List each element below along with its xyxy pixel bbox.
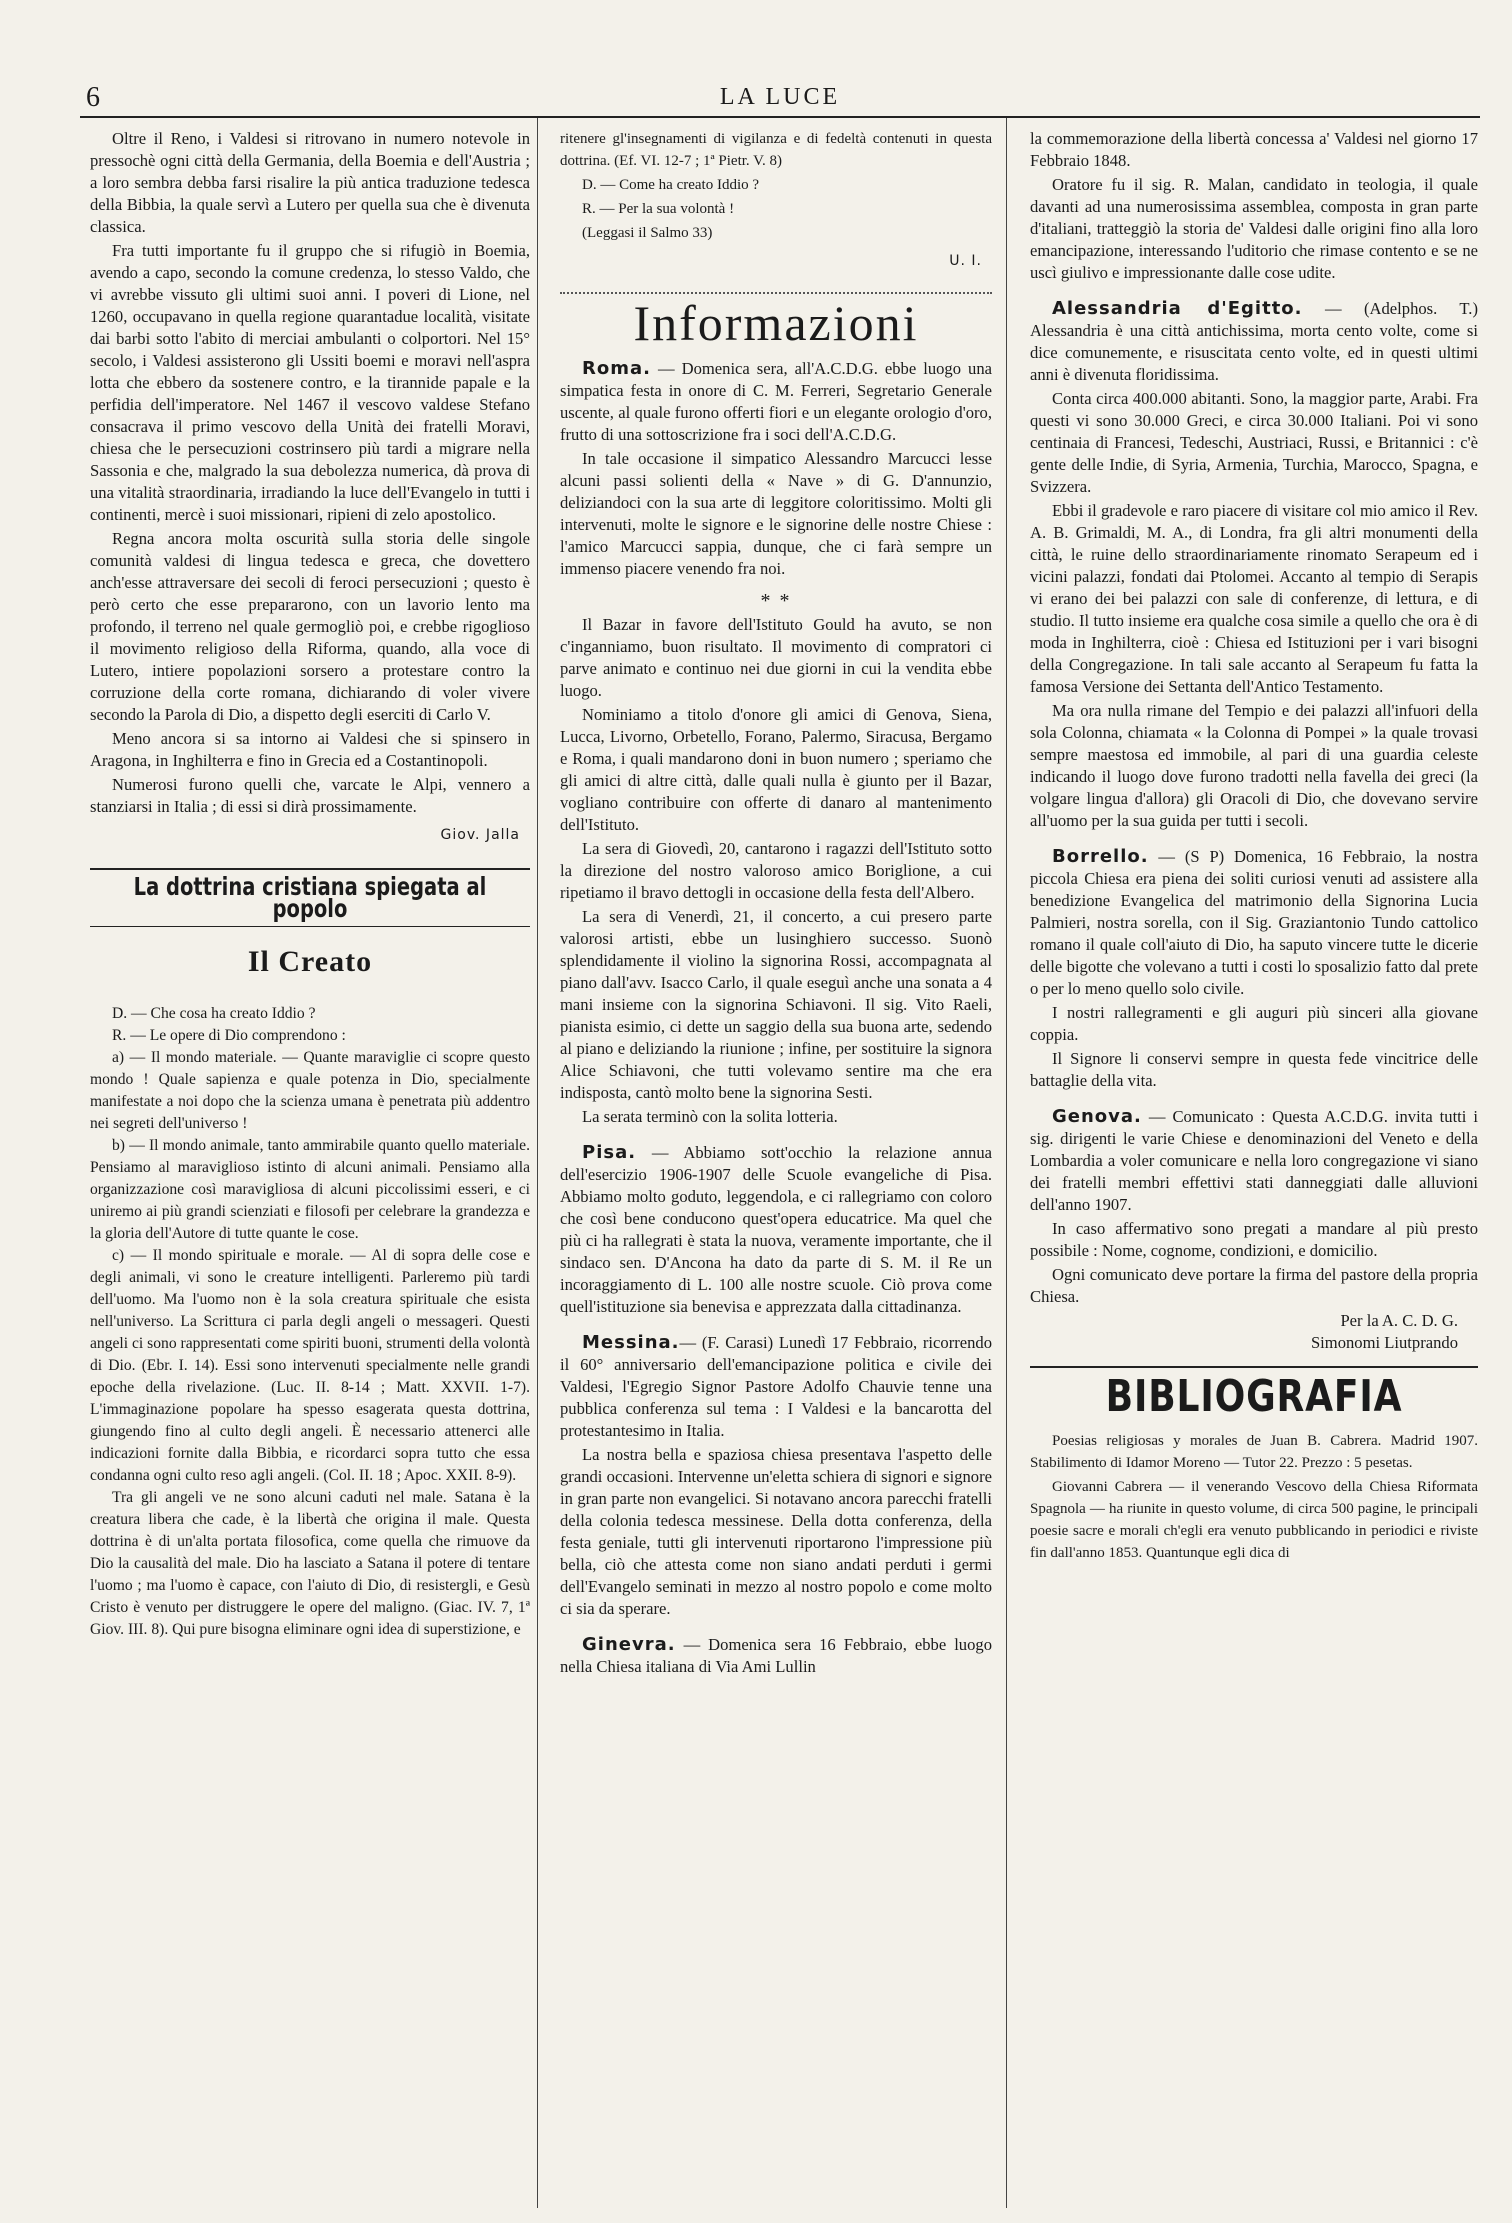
reference: (Leggasi il Salmo 33) xyxy=(582,225,713,241)
paragraph: Ebbi il gradevole e raro piacere di visitare col mio amico il Rev. A. B. Grimaldi, M. A., di Londra, fra gli altri monumenti della città, le ruine dello straordinariamente rinomato Serapeum ed i vicini palazzi, fondati dai Ptolomei. Accanto al tempio di Serapis vi erano dei bei palazzi con sale di conferenze, di lettura, e di studio. Il tutto insieme era qualche cosa simile a quello che ora è di moda in Inghilterra, cioè : Chiesa ed Istituzioni per i vari bisogni della Congregazione. In tali sale accanto al Serapeum fu fatta la famosa Versione dei Settanta dell'Antico Testamento. xyxy=(1030,501,1478,696)
paragraph: b) — Il mondo animale, tanto ammirabile quanto quello materiale. Pensiamo al maraviglioso istinto di alcuni animali. Pensiamo alla organizzazione così maravigliosa di alcuni piccolissimi esseri, e ci uniremo ai più grandi scienziati e filosofi per celebrare la grandezza e la gloria dell'Autore di tutte quante le cose. xyxy=(90,1137,530,1242)
news-text: — (F. Carasi) Lunedì 17 Febbraio, ricorrendo il 60° anniversario dell'emancipazione politica e civile dei Valdesi, l'Egregio Signor Pastore Adolfo Chauvie tenne una pubblica conferenza sul tema : I Valdesi e la bancarotta del protestantesimo in Italia. xyxy=(560,1333,992,1440)
place-heading: Messina. xyxy=(582,1332,680,1353)
paragraph: Numerosi furono quelli che, varcate le Alpi, vennero a stanziarsi in Italia ; di essi si dirà prossimamente. xyxy=(90,775,530,816)
paragraph: La sera di Venerdì, 21, il concerto, a cui presero parte valorosi artisti, ebbe un lusinghiero successo. Suonò splendidamente il violino la signorina Rossi, accompagnata al piano dall'avv. Isacco Carlo, il quale eseguì anche una sonata a 4 mani insieme con la signorina Schiavoni. Il sig. Vito Raeli, pianista esimio, ci dette un saggio della sua buona arte, sedendo al piano e deliziando la riunione ; infine, per sostituire la signora Alice Schiavoni, che tutti volevamo sentire ma che era indisposta, cantò molto bene la signorina Sesti. xyxy=(560,907,992,1102)
paragraph: Oltre il Reno, i Valdesi si ritrovano in numero notevole in pressochè ogni città della Germania, della Boemia e dell'Austria ; a loro sembra debba farsi risalire la più antica traduzione tedesca della Bibbia, la quale servì a Lutero per quella sua che è divenuta classica. xyxy=(90,129,530,236)
paragraph: I nostri rallegramenti e gli auguri più sinceri alla giovane coppia. xyxy=(1030,1003,1478,1044)
separator-stars: * * xyxy=(760,590,792,612)
paragraph: Oratore fu il sig. R. Malan, candidato in teologia, il quale davanti ad una numerosissima assemblea, composta in gran parte d'italiani, tratteggiò la storia de' Valdesi dalle origini fino alla loro emancipazione, interessando l'uditorio che rimase contento e se ne uscì giulivo e impressionante dalle cose udite. xyxy=(1030,175,1478,282)
author-signature: Giov. Jalla xyxy=(440,827,520,843)
paragraph: c) — Il mondo spirituale e morale. — Al di sopra delle cose e degli animali, vi sono le creature intelligenti. Parleremo più tardi dell'uomo. Ma l'uomo non è la sola creatura spirituale che esista nell'universo. La Scrittura ci parla degli angeli o messageri. Questi angeli ci sono rappresentati come spiriti buoni, strumenti della volontà di Dio. (Ebr. I. 14). Essi sono intervenuti specialmente nelle grandi epoche della rivelazione. (Luc. II. 8-14 ; Matt. XXVII. 1-7). L'immaginazione popolare ha spesso esagerata questa dottrina, giungendo fino al culto degli angeli. È necessario attenerci alle indicazioni fornite dalla Bibbia, e ricordarci sopra tutto che essa condanna ogni culto reso agli angeli. (Col. II. 18 ; Apoc. XXII. 8-9). xyxy=(90,1247,530,1484)
paragraph: La nostra bella e spaziosa chiesa presentava l'aspetto delle grandi occasioni. Intervenne un'eletta schiera di signori e signore in gran parte non evangelici. Si notavano ancora parecchi fratelli della colonia tedesca messinese. Della dotta conferenza, della festa geniale, tutti gli intervenuti riportarono l'impressione più bella, ciò che attesta come non siano andati perduti i germi dell'Evangelo seminati in mezzo al nostro popolo e come molto ci sia da sperare. xyxy=(560,1445,992,1618)
paragraph: a) — Il mondo materiale. — Quante maraviglie ci scopre questo mondo ! Quale sapienza e quale potenza in Dio, specialmente manifestate a noi dopo che la scienza umana è penetrata più addentro nei segreti dell'universo ! xyxy=(90,1049,530,1132)
section-title: Informazioni xyxy=(633,295,919,351)
news-text: — (S P) Domenica, 16 Febbraio, la nostra piccola Chiesa era piena dei soliti curiosi venuti ad assistere alla benedizione Evangelica del matrimonio della Signorina Lucia Palmieri, nostra sorella, con il Sig. Graziantonio Tundo cattolico romano il quale coll'aiuto di Dio, ha saputo vincere tutte le dicerie delle bigotte che volevano a tutti i costi lo sposalizio fatto dal prete o per lo meno quello solo civile. xyxy=(1030,847,1478,998)
paragraph: In tale occasione il simpatico Alessandro Marcucci lesse alcuni passi solienti della « Nave » di G. D'annunzio, deliziandoci con la sua arte di leggitore coloritissimo. Molti gli intervenuti, molte le signore e le signorine delle nostre Chiese : l'amico Marcucci sappia, dunque, che ci farà sempre un immenso piacere venendo fra noi. xyxy=(560,449,992,578)
paragraph: la commemorazione della libertà concessa a' Valdesi nel giorno 17 Febbraio 1848. xyxy=(1030,129,1478,170)
place-heading: Ginevra. xyxy=(582,1634,676,1655)
section-rule xyxy=(90,926,530,927)
news-text: — Abbiamo sott'occhio la relazione annua dell'esercizio 1906-1907 delle Scuole evangeliche di Pisa. Abbiamo molto goduto, leggendola, e ci rallegriamo con coloro che così bene conducono quest'opera educatrice. Ma quel che più ci ha rallegrati è stata la nuova, veramente importante, che il sindaco sen. D'Ancona ha dato da parte di S. M. il Re un incoraggiamento di L. 100 alle nostre scuole. Ciò prova come quell'istituzione sia benevisa e apprezzata dalla cittadinanza. xyxy=(560,1143,992,1316)
news-text: — Domenica sera, all'A.C.D.G. ebbe luogo una simpatica festa in onore di C. M. Ferreri, Segretario Generale uscente, al quale furono offerti fiori e un elegante orologio d'oro, frutto di una sottoscrizione fra i soci dell'A.C.D.G. xyxy=(560,359,992,444)
paragraph: La serata terminò con la solita lotteria. xyxy=(582,1107,838,1126)
place-heading: Pisa. xyxy=(582,1142,637,1163)
paragraph: Ogni comunicato deve portare la firma del pastore della propria Chiesa. xyxy=(1030,1265,1478,1306)
section-title: BIBLIOGRAFIA xyxy=(1105,1371,1403,1422)
signature-name: Simonomi Liutprando xyxy=(1310,1333,1458,1352)
column-divider xyxy=(537,118,538,2208)
page-number: 6 xyxy=(86,82,100,113)
news-text: — Domenica sera 16 Febbraio, ebbe luogo nella Chiesa italiana di Via Ami Lullin xyxy=(560,1635,992,1676)
article-subtitle: Il Creato xyxy=(247,945,373,978)
place-heading: Alessandria d'Egitto. xyxy=(1052,298,1303,319)
page-header xyxy=(80,80,1480,118)
column-1 xyxy=(90,128,530,1641)
place-heading: Roma. xyxy=(582,358,651,379)
newspaper-title: LA LUCE xyxy=(719,84,841,110)
section-title: La dottrina cristiana spiegata al popolo xyxy=(133,872,487,923)
paragraph: Nominiamo a titolo d'onore gli amici di Genova, Siena, Lucca, Livorno, Orbetello, Forano, Palermo, Siracusa, Bergamo e Roma, i quali mandarono doni in buon numero ; speriamo che gli amici di altre città, dalle quali nulla è giunto per il Bazar, vogliano contribuire con offerte di danaro al mantenimento dell'Istituto. xyxy=(560,705,992,834)
paragraph: Regna ancora molta oscurità sulla storia delle singole comunità valdesi di lingua tedesca e greca, che dovettero anch'esse attraversare dei secoli di feroci persecuzioni ; questo è però certo che esse prepararono, con un lavorio lento ma profondo, il terreno nel quale germogliò poi, e crebbe rigoglioso il movimento religioso della Riforma, quando, alla voce di Lutero, intiere popolazioni sorsero a protestare contro la corruzione della corte romana, dichiarando di voler vivere secondo la Parola di Dio, a dispetto degli eserciti di Carlo V. xyxy=(90,529,530,724)
answer: R. — Le opere di Dio comprendono : xyxy=(112,1027,346,1044)
column-2 xyxy=(560,128,992,1680)
paragraph: Tra gli angeli ve ne sono alcuni caduti nel male. Satana è la creatura libera che cade, è la libertà che origina il male. Questa dottrina è di un'alta portata filosofica, come quella che rimuove da Dio la causalità del male. Dio ha lasciato a Satana il potere di tentare l'uomo ; ma l'uomo è capace, con l'aiuto di Dio, di resistergli, e Gesù Cristo è venuto per distruggere le opere del maligno. (Giac. IV. 7, 1ª Giov. III. 8). Qui pure bisogna eliminare ogni idea di superstizione, e xyxy=(90,1489,530,1638)
answer: R. — Per la sua volontà ! xyxy=(582,201,735,217)
paragraph: Meno ancora si sa intorno ai Valdesi che si spinsero in Aragona, in Inghilterra e fino in Grecia ed a Costantinopoli. xyxy=(90,729,530,770)
column-3 xyxy=(1030,128,1478,1566)
paragraph: Il Bazar in favore dell'Istituto Gould ha avuto, se non c'inganniamo, buon risultato. Il movimento di compratori ci parve animato e continuo nei due giorni in cui la vendita ebbe luogo. xyxy=(560,615,992,700)
question: D. — Come ha creato Iddio ? xyxy=(582,177,760,193)
section-rule xyxy=(1030,1366,1478,1368)
paragraph: La sera di Giovedì, 20, cantarono i ragazzi dell'Istituto sotto la direzione del nostro valoroso amico Boriglione, a cui ripetiamo il bravo dettogli in occasione della festa dell'Albero. xyxy=(560,839,992,902)
place-heading: Genova. xyxy=(1052,1106,1142,1127)
paragraph: ritenere gl'insegnamenti di vigilanza e di fedeltà contenuti in questa dottrina. (Ef. VI. 12-7 ; 1ª Pietr. V. 8) xyxy=(560,131,992,169)
paragraph: Giovanni Cabrera — il venerando Vescovo della Chiesa Riformata Spagnola — ha riunite in questo volume, di circa 500 pagine, le principali poesie sacre e morali ch'egli era venuto pubblicando in periodici e riviste fin dall'anno 1853. Quantunque egli dica di xyxy=(1030,1479,1478,1561)
signature-line: Per la A. C. D. G. xyxy=(1340,1311,1458,1330)
section-rule xyxy=(90,868,530,870)
news-text: — Comunicato : Questa A.C.D.G. invita tutti i sig. dirigenti le varie Chiese e denominazioni del Veneto e della Lombardia a voler comunicare e nella loro congregazione vi siano dei fratelli membri effettivi stati danneggiati dalle alluvioni dell'anno 1907. xyxy=(1030,1107,1478,1214)
author-initials: U. I. xyxy=(949,253,982,269)
news-text: — (Adelphos. T.) Alessandria è una città antichissima, morta cento volte, come si dice comunemente, e risuscitata cento volte, ed in questi ultimi anni è divenuta floridissima. xyxy=(1030,299,1478,384)
paragraph: Il Signore li conservi sempre in questa fede vincitrice delle battaglie della vita. xyxy=(1030,1049,1478,1090)
paragraph: Ma ora nulla rimane del Tempio e dei palazzi all'infuori della sola Colonna, chiamata « la Colonna di Pompei » la quale trovasi sempre maestosa ed immobile, al pari di una guardia celeste indicando il luogo dove furono tradotti nella favella dei greci (la volgare lingua d'allora) gli Oracoli di Dio, che dovevano servire all'uomo per la sua guida per tutti i secoli. xyxy=(1030,701,1478,830)
paragraph: Poesias religiosas y morales de Juan B. Cabrera. Madrid 1907. Stabilimento di Idamor Moreno — Tutor 22. Prezzo : 5 pesetas. xyxy=(1030,1433,1478,1471)
question: D. — Che cosa ha creato Iddio ? xyxy=(112,1005,316,1022)
paragraph: In caso affermativo sono pregati a mandare al più presto possibile : Nome, cognome, condizioni, e domicilio. xyxy=(1030,1219,1478,1260)
column-divider xyxy=(1006,118,1007,2208)
paragraph: Conta circa 400.000 abitanti. Sono, la maggior parte, Arabi. Fra questi vi sono 30.000 Greci, e circa 30.000 Italiani. Poi vi sono centinaia di Francesi, Tedeschi, Austriaci, Russi, e Britannici : c'è gente delle Indie, di Syria, Armenia, Turchia, Marocco, Spagna, e Svizzera. xyxy=(1030,389,1478,496)
paragraph: Fra tutti importante fu il gruppo che si rifugiò in Boemia, avendo a capo, secondo la comune credenza, lo stesso Valdo, che vi avrebbe vissuto gli ultimi suoi anni. I poveri di Lione, nel 1260, occupavano in quella regione quarantadue località, visitate dai barbi sotto l'abito di merciai ambulanti o colportori. Nel 15° secolo, i Valdesi assisterono gli Ussiti boemi e moravi nell'aspra lotta che ebbero da sostenere contro, e la tirannide papale e la perfidia dell'imperatore. Nel 1467 il vescovo valdese Stefano consacrava il primo vescovo della Unità dei fratelli Moravi, chiesa che le persecuzioni costrinsero più tardi a migrare nella Sassonia e che, malgrado la sua debolezza numerica, dà prova di una vitalità straordinaria, irradiando la luce dell'Evangelo in tutti i continenti, mercè i suoi missionari, ripieni di zelo apostolico. xyxy=(90,241,530,524)
place-heading: Borrello. xyxy=(1052,846,1149,867)
